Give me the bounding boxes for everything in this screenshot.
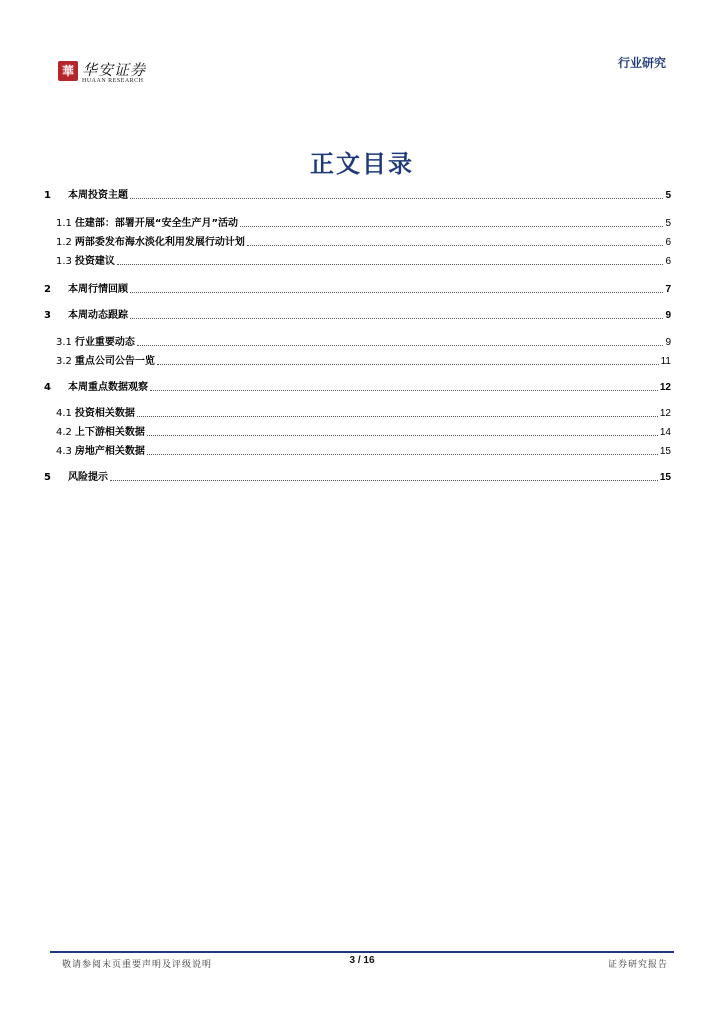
toc-entry-page: 15 [659,472,671,483]
logo-english-name: HUAAN RESEARCH [82,78,144,84]
toc-entry[interactable] [44,333,671,349]
toc-entry[interactable] [44,404,671,420]
toc-entry-page: 12 [659,382,671,393]
toc-leader-dots [137,345,664,346]
toc-entry-number: 1.3 [56,256,72,267]
logo-chinese-name: 华安证券 [82,61,147,79]
toc-leader-dots [110,480,658,481]
toc-entry[interactable] [44,280,671,296]
toc-leader-dots [150,390,658,391]
footer-doc-type: 证券研究报告 [607,960,668,970]
toc-entry-page: 9 [665,337,671,348]
toc-entry-label: 本周投资主题 [68,190,128,201]
toc-entry-number: 5 [44,472,51,483]
toc-entry-number: 3.1 [56,337,72,348]
toc-entry-page: 6 [665,237,671,248]
toc-entry-label: 投资建议 [74,256,115,267]
toc-leader-dots [130,318,663,319]
toc-entry[interactable] [44,214,671,230]
toc-entry-label: 重点公司公告一览 [74,356,155,367]
toc-entry-number: 1.1 [56,218,72,229]
page-number: 3 / 16 [349,955,375,966]
toc-leader-dots [130,198,663,199]
page-title: 正文目录 [310,149,414,178]
toc-leader-dots [117,264,664,265]
toc-entry-label: 两部委发布海水淡化利用发展行动计划 [74,237,245,248]
toc-entry-page: 7 [665,284,671,295]
toc-leader-dots [137,416,658,417]
toc-entry-label: 投资相关数据 [74,408,135,419]
toc-entry-number: 4 [44,382,51,393]
toc-leader-dots [247,245,664,246]
toc-entry-label: 本周重点数据观察 [68,382,148,393]
toc-entry-page: 6 [665,256,671,267]
toc-entry[interactable] [44,252,671,268]
toc-leader-dots [130,292,663,293]
report-category: 行业研究 [617,56,666,70]
toc-entry[interactable] [44,233,671,249]
footer-divider [50,951,674,953]
toc-entry-number: 3 [44,310,51,321]
footer-disclaimer: 敬请参阅末页重要声明及评级说明 [62,960,213,970]
toc-entry-page: 5 [665,218,671,229]
toc-entry-number: 2 [44,284,51,295]
toc-entry[interactable] [44,442,671,458]
toc-entry-number: 3.2 [56,356,72,367]
toc-entry-page: 12 [659,408,671,419]
toc-entry-label: 本周动态跟踪 [68,310,128,321]
toc-leader-dots [147,454,658,455]
toc-entry-label: 风险提示 [68,472,108,483]
toc-leader-dots [147,435,658,436]
toc-entry[interactable] [44,186,671,202]
toc-leader-dots [157,364,659,365]
toc-entry-label: 住建部：部署开展“安全生产月”活动 [74,218,239,229]
toc-entry-page: 5 [665,190,671,201]
toc-entry-number: 1 [44,190,51,201]
toc-entry-number: 4.2 [56,427,72,438]
toc-entry[interactable] [44,468,671,484]
toc-entry-page: 15 [659,446,671,457]
toc-entry-page: 11 [660,356,671,367]
toc-entry-number: 4.1 [56,408,72,419]
toc-entry-number: 4.3 [56,446,72,457]
toc-entry[interactable] [44,352,671,368]
toc-entry[interactable] [44,423,671,439]
toc-entry-label: 行业重要动态 [74,337,135,348]
toc-entry-label: 房地产相关数据 [74,446,145,457]
toc-entry-page: 14 [659,427,671,438]
toc-entry-page: 9 [665,310,671,321]
toc-entry-number: 1.2 [56,237,72,248]
company-logo [58,59,258,89]
toc-leader-dots [240,226,663,227]
toc-entry[interactable] [44,378,671,394]
toc-entry-label: 本周行情回顾 [68,284,128,295]
toc-entry[interactable] [44,306,671,322]
toc-entry-label: 上下游相关数据 [74,427,145,438]
logo-seal-icon: 華 [58,61,78,81]
